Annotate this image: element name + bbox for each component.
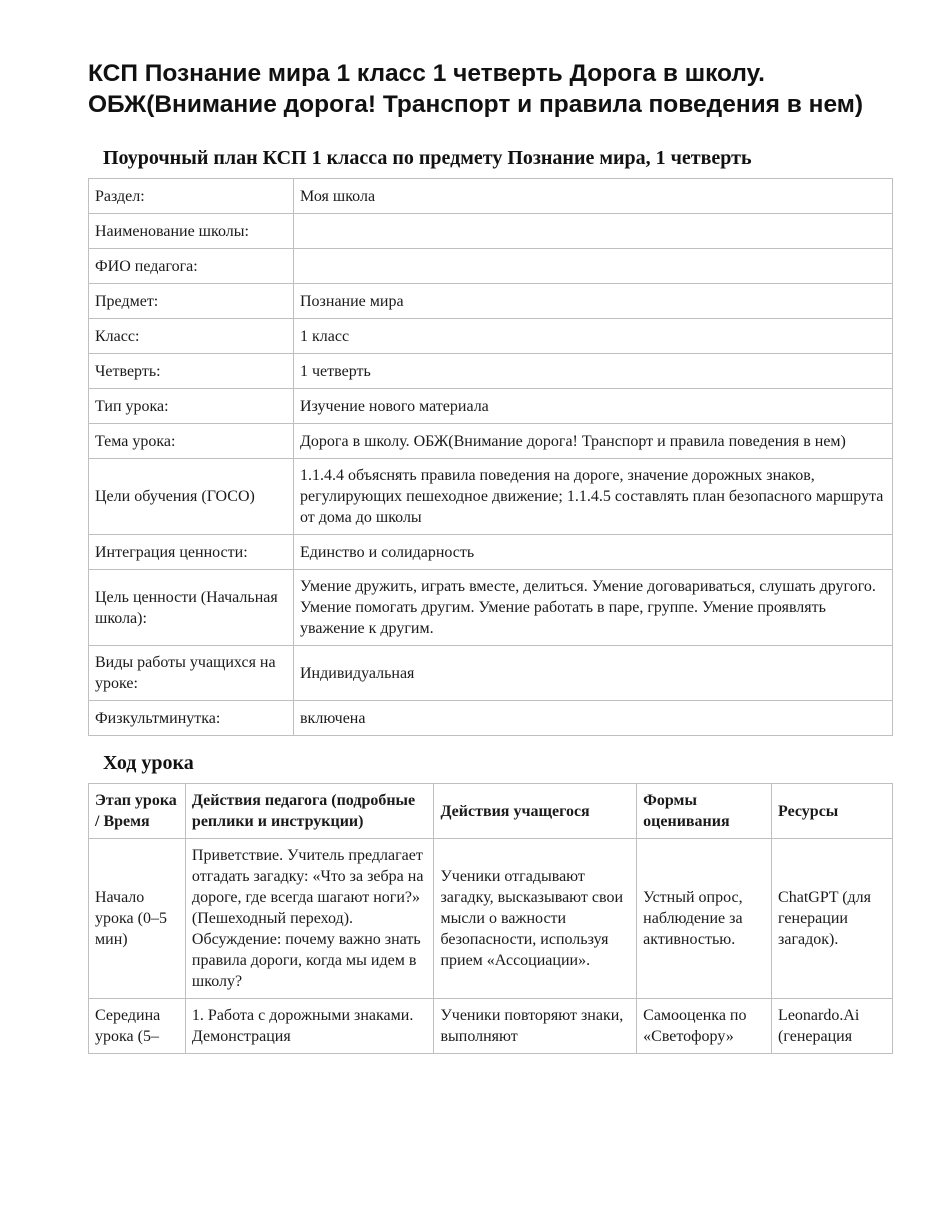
info-key: Раздел: xyxy=(89,179,294,214)
info-key: Физкультминутка: xyxy=(89,701,294,736)
lesson-cell: Ученики повторяют знаки, выполняют xyxy=(434,999,637,1054)
info-key: Цель ценности (Начальная школа): xyxy=(89,570,294,646)
info-value: 1 класс xyxy=(294,319,893,354)
info-row xyxy=(89,701,893,736)
lesson-column-header: Действия педагога (подробные реплики и инструкции) xyxy=(185,784,434,839)
info-key: Наименование школы: xyxy=(89,214,294,249)
info-value: Моя школа xyxy=(294,179,893,214)
info-row xyxy=(89,570,893,646)
info-row xyxy=(89,646,893,701)
info-value xyxy=(294,249,893,284)
lesson-cell: Начало урока (0–5 мин) xyxy=(89,839,186,999)
lesson-info-table xyxy=(88,178,893,736)
lesson-flow-heading: Ход урока xyxy=(103,752,194,774)
lesson-column-header: Ресурсы xyxy=(772,784,893,839)
lesson-cell: ChatGPT (для генерации загадок). xyxy=(772,839,893,999)
info-key: Виды работы учащихся на уроке: xyxy=(89,646,294,701)
info-value: 1.1.4.4 объяснять правила поведения на дороге, значение дорожных знаков, регулирующих пешеходное движение; 1.1.4.5 составлять план безопасного маршрута от дома до школы xyxy=(294,459,893,535)
plan-heading: Поурочный план КСП 1 класса по предмету Познание мира, 1 четверть xyxy=(103,147,752,169)
info-row xyxy=(89,354,893,389)
lesson-column-header: Этап урока / Время xyxy=(89,784,186,839)
info-key: Тема урока: xyxy=(89,424,294,459)
info-value: Познание мира xyxy=(294,284,893,319)
info-value: Изучение нового материала xyxy=(294,389,893,424)
info-key: Предмет: xyxy=(89,284,294,319)
lesson-cell: Ученики отгадывают загадку, высказывают свои мысли о важности безопасности, используя прием «Ассоциации». xyxy=(434,839,637,999)
document-title: КСП Познание мира 1 класс 1 четверть Дорога в школу. ОБЖ(Внимание дорога! Транспорт и правила поведения в нем) xyxy=(88,60,864,118)
lesson-cell: 1. Работа с дорожными знаками. Демонстрация xyxy=(185,999,434,1054)
info-row xyxy=(89,319,893,354)
info-key: Тип урока: xyxy=(89,389,294,424)
info-row xyxy=(89,535,893,570)
lesson-cell: Приветствие. Учитель предлагает отгадать загадку: «Что за зебра на дороге, где всегда шагают ноги?» (Пешеходный переход). Обсуждение: почему важно знать правила дороги, когда мы идем в школу? xyxy=(185,839,434,999)
info-value: Умение дружить, играть вместе, делиться. Умение договариваться, слушать другого. Умение помогать другим. Умение работать в паре, группе. Умение проявлять уважение к другим. xyxy=(294,570,893,646)
lesson-cell: Leonardo.Ai (генерация xyxy=(772,999,893,1054)
lesson-row xyxy=(89,839,893,999)
document-page xyxy=(88,58,893,1054)
info-key: Четверть: xyxy=(89,354,294,389)
lesson-row xyxy=(89,999,893,1054)
info-value xyxy=(294,214,893,249)
info-row xyxy=(89,179,893,214)
lesson-column-header: Формы оценивания xyxy=(637,784,772,839)
info-row xyxy=(89,424,893,459)
lesson-cell: Устный опрос, наблюдение за активностью. xyxy=(637,839,772,999)
info-value: 1 четверть xyxy=(294,354,893,389)
info-value: Дорога в школу. ОБЖ(Внимание дорога! Транспорт и правила поведения в нем) xyxy=(294,424,893,459)
lesson-header-row xyxy=(89,784,893,839)
info-key: ФИО педагога: xyxy=(89,249,294,284)
info-key: Интеграция ценности: xyxy=(89,535,294,570)
info-row xyxy=(89,214,893,249)
lesson-cell: Самооценка по «Светофору» xyxy=(637,999,772,1054)
info-row xyxy=(89,284,893,319)
lesson-cell: Середина урока (5– xyxy=(89,999,186,1054)
info-row xyxy=(89,249,893,284)
info-key: Цели обучения (ГОСО) xyxy=(89,459,294,535)
info-row xyxy=(89,459,893,535)
info-value: Индивидуальная xyxy=(294,646,893,701)
lesson-flow-table xyxy=(88,783,893,1054)
info-value: включена xyxy=(294,701,893,736)
info-row xyxy=(89,389,893,424)
info-key: Класс: xyxy=(89,319,294,354)
info-value: Единство и солидарность xyxy=(294,535,893,570)
lesson-column-header: Действия учащегося xyxy=(434,784,637,839)
